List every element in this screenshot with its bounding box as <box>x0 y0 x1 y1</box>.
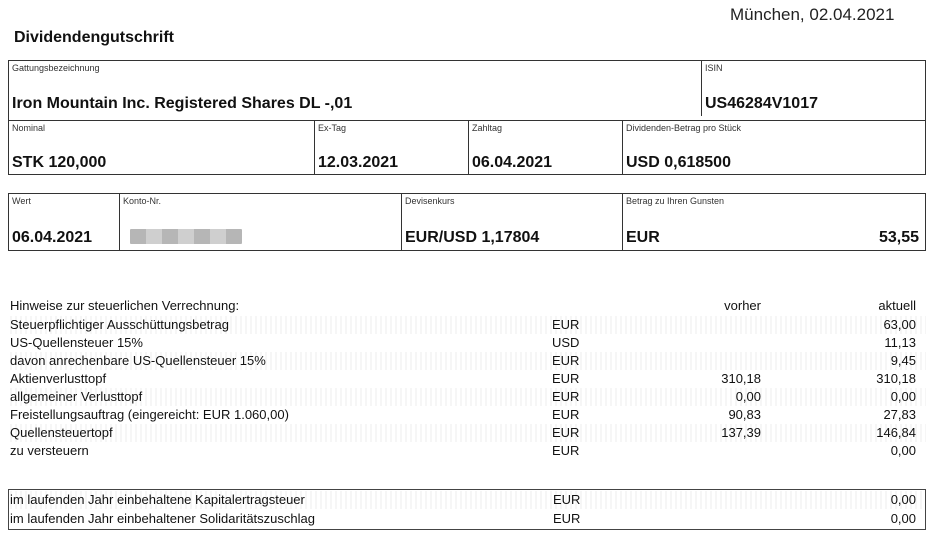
extag-cell <box>314 121 468 175</box>
dividende-value: USD 0,618500 <box>626 154 731 171</box>
col-now-header: aktuell <box>878 298 916 313</box>
table-row: Steuerpflichtiger Ausschüttungsbetrag EUR 63,00 <box>10 316 926 334</box>
security-box <box>8 60 926 175</box>
dividende-label: Dividenden-Betrag pro Stück <box>626 123 742 133</box>
betrag-label: Betrag zu Ihren Gunsten <box>626 196 725 206</box>
table-row: Freistellungsauftrag (eingereicht: EUR 1.060,00) EUR 90,83 27,83 <box>10 407 916 422</box>
gattung-label: Gattungsbezeichnung <box>12 63 100 73</box>
gattung-cell <box>9 61 701 116</box>
isin-cell <box>701 61 925 116</box>
table-row: im laufenden Jahr einbehaltene Kapitalertragsteuer EUR 0,00 <box>10 491 924 509</box>
extag-value: 12.03.2021 <box>318 154 399 171</box>
table-row: Quellensteuertopf EUR 137,39 146,84 <box>10 424 926 442</box>
document-title: Dividendengutschrift <box>14 29 175 46</box>
table-row: davon anrechenbare US-Quellensteuer 15% EUR 9,45 <box>10 352 926 370</box>
table-row: Aktienverlusttopf EUR 310,18 310,18 <box>10 371 916 386</box>
wert-cell <box>9 194 119 250</box>
table-row: allgemeiner Verlusttopf EUR 0,00 0,00 <box>10 388 926 406</box>
betrag-currency: EUR <box>626 229 660 246</box>
konto-cell <box>119 194 401 250</box>
gattung-value: Iron Mountain Inc. Registered Shares DL -,01 <box>12 95 353 112</box>
isin-label: ISIN <box>705 63 723 73</box>
devisen-cell <box>401 194 622 250</box>
table-row: zu versteuern EUR 0,00 <box>10 443 916 458</box>
betrag-value: 53,55 <box>878 229 919 246</box>
isin-value: US46284V1017 <box>705 95 818 112</box>
zahltag-value: 06.04.2021 <box>472 154 553 171</box>
extag-label: Ex-Tag <box>318 123 347 133</box>
tax-heading: Hinweise zur steuerlichen Verrechnung: <box>10 298 240 313</box>
table-row: im laufenden Jahr einbehaltener Solidaritätszuschlag EUR 0,00 <box>10 511 916 526</box>
konto-label: Konto-Nr. <box>123 196 162 206</box>
devisen-value: EUR/USD 1,17804 <box>405 229 540 246</box>
dividende-cell <box>622 121 925 175</box>
table-row: US-Quellensteuer 15% USD 11,13 <box>10 335 916 350</box>
nominal-cell <box>9 121 314 175</box>
col-prev-header: vorher <box>724 298 761 313</box>
redacted-account-number <box>130 229 242 244</box>
settlement-box <box>8 193 926 251</box>
nominal-label: Nominal <box>12 123 46 133</box>
nominal-value: STK 120,000 <box>12 154 107 171</box>
betrag-cell <box>622 194 925 250</box>
withheld-tax-box <box>8 489 926 530</box>
zahltag-label: Zahltag <box>472 123 503 133</box>
place-date: München, 02.04.2021 <box>730 5 895 24</box>
wert-value: 06.04.2021 <box>12 229 93 246</box>
zahltag-cell <box>468 121 622 175</box>
wert-label: Wert <box>12 196 31 206</box>
devisen-label: Devisenkurs <box>405 196 455 206</box>
tax-header-row <box>10 297 926 315</box>
